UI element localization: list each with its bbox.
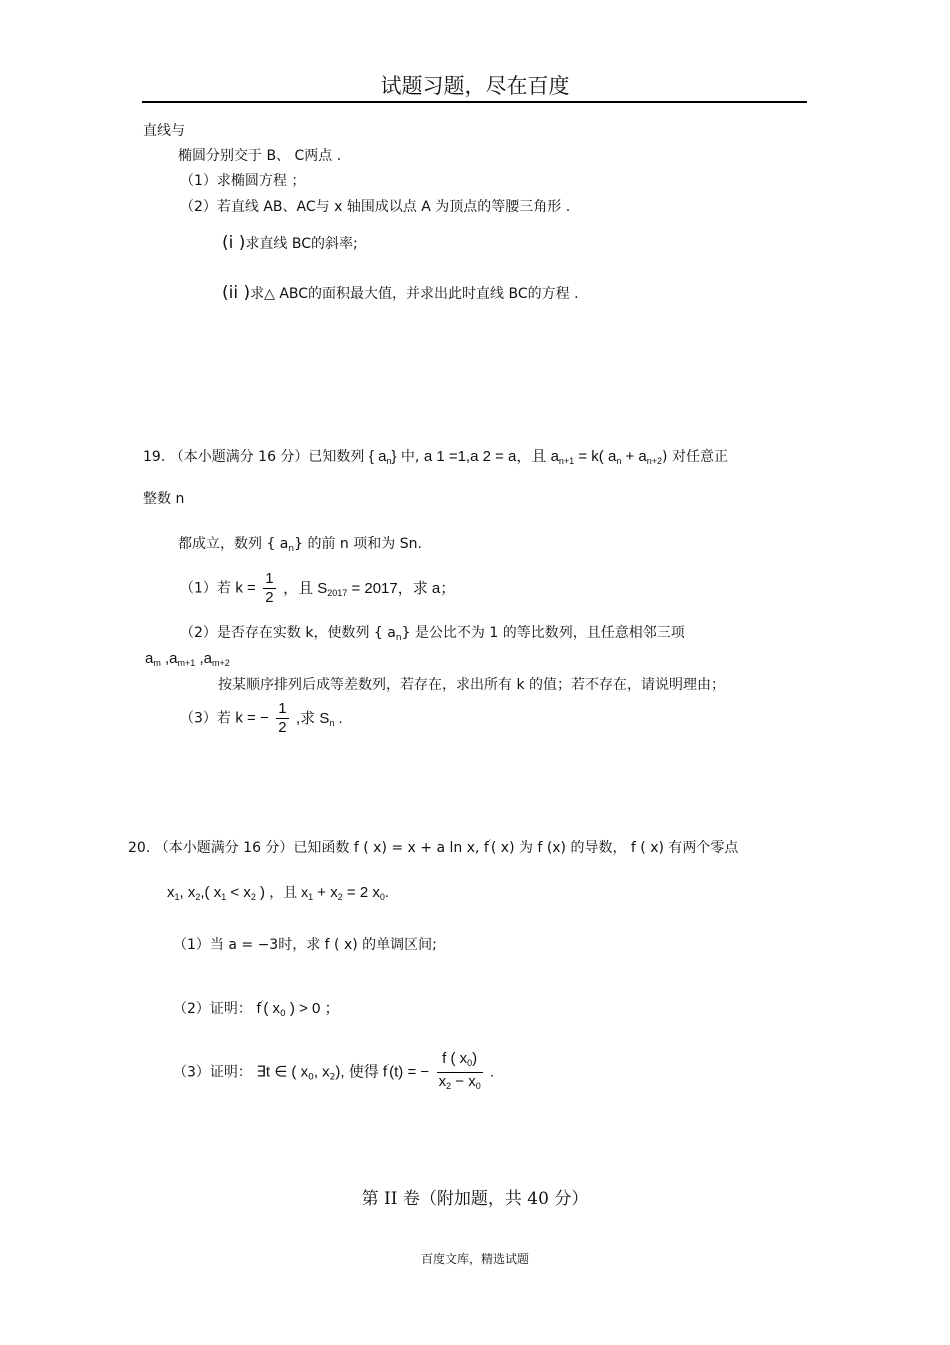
q19-part2-cont: 按某顺序排列后成等差数列，若存在，求出所有 k 的值；若不存在，请说明理由；: [218, 677, 726, 693]
q18-part2: （2）若直线 AB、AC与 x 轴围成以点 A 为顶点的等腰三角形 .: [180, 199, 571, 215]
q19-p1-rest: ，且 $S_{2017} = 2017$，求 a；: [283, 579, 456, 598]
q18-sub-ii: [222, 283, 579, 303]
section-title: 第 II 卷（附加题，共 40 分）: [361, 1189, 589, 1209]
q19-cond-end: ) 对任意正: [662, 449, 728, 465]
q19-intro: 19. （本小题满分 16 分）已知数列: [143, 449, 365, 465]
q19-condition: a 1 =1,a 2 = a，且 $a_{n+1} = k$( $a_n + a_{n+2}$: [423, 448, 663, 466]
q19-p1-fraction: $\frac{1}{2}$: [265, 570, 274, 606]
q19-part3: （3）若 k = − $\frac{1}{2}$ ,求 $S_n$ .: [180, 700, 343, 736]
q20-part2: （2）证明： f′( $x_0$ ) > 0 ；: [173, 1000, 340, 1019]
q18-sub-i-label: (i ): [222, 233, 246, 253]
header-title: 试题习题，尽在百度: [380, 74, 570, 98]
header-rule: [142, 101, 807, 103]
q20-intro: 20. （本小题满分 16 分）已知函数 f ( x) = x + a ln x, f: [128, 840, 489, 856]
q19-line3: 都成立，数列 { $a_n$} 的前 n 项和为 Sn.: [178, 536, 422, 554]
q20-intro2: ( x) 为 f (x) 的导数， f ( x) 有两个零点: [490, 840, 739, 856]
q19-terms: $a_m$ $,a_{m+1}$ $,a_{m+2}$: [145, 650, 230, 668]
q18-line1: 直线与: [143, 123, 185, 139]
q18-sub-i: [222, 233, 358, 253]
q20-part1: （1）当 a = −3时，求 f ( x) 的单调区间;: [173, 937, 437, 953]
q19-mid: 中,: [400, 449, 424, 465]
q20-part3: （3）证明： ∃t ∈ ( $x_0$, $x_2$), 使得 f′(t) = − $\frac{f ( x_0)}{x_2 - x_0}$ .: [173, 1050, 494, 1095]
q18-sub-ii-label: (ii ): [222, 283, 251, 303]
q19-p1-k: k =: [235, 579, 256, 597]
q19-p1-label: （1）若: [180, 580, 231, 597]
footer: 百度文库，精选试题: [420, 1252, 529, 1266]
q19-line2: 整数 n: [143, 491, 185, 507]
q20-p3-fraction: $\frac{f ( x_0)}{x_2 - x_0}$: [437, 1050, 483, 1095]
q18-part1: （1）求椭圆方程 ；: [180, 173, 306, 189]
q18-line2: 椭圆分别交于 B、 C两点 .: [178, 148, 342, 164]
q19-intro-line: [143, 445, 728, 466]
q20-zeros: $x_1$, $x_2$,( $x_1 < x_2$ ) ，且 $x_1 + x_2 = 2$ $x_0$.: [167, 884, 390, 902]
q19-p3-fraction: $\frac{1}{2}$: [278, 700, 287, 736]
q18-sub-ii-text: 求△ ABC的面积最大值，并求出此时直线 BC的方程 .: [250, 286, 579, 302]
q19-seq: { $a_n$}: [368, 448, 397, 466]
q18-sub-i-text: 求直线 BC的斜率;: [245, 236, 358, 252]
q19-part2: （2）是否存在实数 k，使数列 { $a_n$} 是公比不为 1 的等比数列，且任意相邻三项: [180, 625, 685, 643]
q20-intro-line: 20. （本小题满分 16 分）已知函数 f ( x) = x + a ln x, f′( x) 为 f (x) 的导数， f ( x) 有两个零点: [128, 839, 739, 856]
q19-part1: [180, 570, 455, 607]
